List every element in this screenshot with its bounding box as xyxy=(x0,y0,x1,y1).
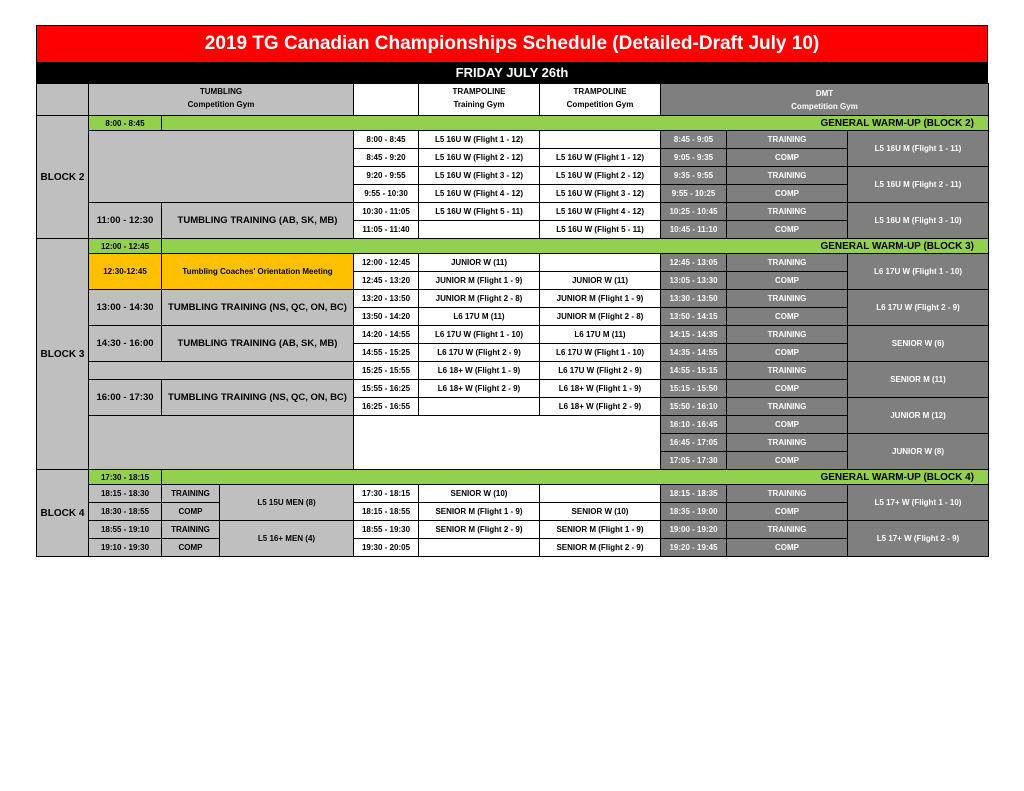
tumbling-empty xyxy=(89,131,354,203)
dmt-time: 19:20 - 19:45 xyxy=(661,539,727,557)
tumbling-type: COMP xyxy=(162,503,220,521)
dmt-type: TRAINING xyxy=(727,434,848,452)
tramp-training: SENIOR M (Flight 2 - 9) xyxy=(419,521,540,539)
tumbling-time: 11:00 - 12:30 xyxy=(89,203,162,239)
tumbling-time: 18:55 - 19:10 xyxy=(89,521,162,539)
header-tramp-training-title: TRAMPOLINE xyxy=(452,87,506,96)
tramp-training: L5 16U W (Flight 3 - 12) xyxy=(419,167,540,185)
tramp-comp: L5 16U W (Flight 5 - 11) xyxy=(540,221,661,239)
dmt-time: 18:15 - 18:35 xyxy=(661,485,727,503)
dmt-event: L5 16U M (Flight 3 - 10) xyxy=(848,203,989,239)
header-corner xyxy=(37,84,89,116)
header-tramp-time xyxy=(354,84,419,116)
tumbling-event: TUMBLING TRAINING (NS, QC, ON, BC) xyxy=(162,290,354,326)
dmt-time: 14:15 - 14:35 xyxy=(661,326,727,344)
tramp-time: 15:25 - 15:55 xyxy=(354,362,419,380)
meeting-label: Tumbling Coaches' Orientation Meeting xyxy=(162,254,354,290)
warmup-time: 17:30 - 18:15 xyxy=(89,470,162,485)
tramp-training: L6 18+ W (Flight 1 - 9) xyxy=(419,362,540,380)
dmt-event: L5 16U M (Flight 2 - 11) xyxy=(848,167,989,203)
tramp-comp: L5 16U W (Flight 1 - 12) xyxy=(540,149,661,167)
header-tramp-comp-sub: Competition Gym xyxy=(566,100,634,109)
tramp-training: L5 16U W (Flight 1 - 12) xyxy=(419,131,540,149)
dmt-type: COMP xyxy=(727,380,848,398)
dmt-time: 15:15 - 15:50 xyxy=(661,380,727,398)
dmt-type: TRAINING xyxy=(727,521,848,539)
tumbling-event: L5 16+ MEN (4) xyxy=(220,521,354,557)
dmt-type: COMP xyxy=(727,149,848,167)
header-dmt-sub: Competition Gym xyxy=(791,101,858,111)
tramp-time: 16:25 - 16:55 xyxy=(354,398,419,416)
tramp-time: 8:00 - 8:45 xyxy=(354,131,419,149)
tramp-comp xyxy=(540,254,661,272)
tumbling-time: 13:00 - 14:30 xyxy=(89,290,162,326)
header-tumbling-title: TUMBLING xyxy=(199,87,243,96)
tramp-training: L5 16U W (Flight 2 - 12) xyxy=(419,149,540,167)
dmt-time: 13:30 - 13:50 xyxy=(661,290,727,308)
tumbling-event: TUMBLING TRAINING (NS, QC, ON, BC) xyxy=(162,380,354,416)
tumbling-event: L5 15U MEN (8) xyxy=(220,485,354,521)
dmt-event: SENIOR W (6) xyxy=(848,326,989,362)
tramp-training xyxy=(419,398,540,416)
tramp-time: 19:30 - 20:05 xyxy=(354,539,419,557)
tramp-time: 9:20 - 9:55 xyxy=(354,167,419,185)
tramp-comp xyxy=(540,131,661,149)
warmup-time: 8:00 - 8:45 xyxy=(89,116,162,131)
tumbling-type: TRAINING xyxy=(162,521,220,539)
tramp-time: 15:55 - 16:25 xyxy=(354,380,419,398)
tramp-time: 8:45 - 9:20 xyxy=(354,149,419,167)
tramp-training xyxy=(419,221,540,239)
header-tramp-comp xyxy=(540,84,661,116)
dmt-event: L5 17+ W (Flight 1 - 10) xyxy=(848,485,989,521)
dmt-time: 16:45 - 17:05 xyxy=(661,434,727,452)
warmup-label: GENERAL WARM-UP (BLOCK 2) xyxy=(162,116,989,131)
tramp-time: 10:30 - 11:05 xyxy=(354,203,419,221)
dmt-time: 18:35 - 19:00 xyxy=(661,503,727,521)
tramp-comp: JUNIOR W (11) xyxy=(540,272,661,290)
dmt-type: COMP xyxy=(727,185,848,203)
dmt-time: 12:45 - 13:05 xyxy=(661,254,727,272)
header-dmt-title: DMT xyxy=(815,88,834,98)
tramp-training: SENIOR M (Flight 1 - 9) xyxy=(419,503,540,521)
header-tramp-comp-title: TRAMPOLINE xyxy=(573,87,627,96)
tramp-comp: SENIOR M (Flight 1 - 9) xyxy=(540,521,661,539)
dmt-type: COMP xyxy=(727,344,848,362)
dmt-time: 9:35 - 9:55 xyxy=(661,167,727,185)
dmt-time: 17:05 - 17:30 xyxy=(661,452,727,470)
tumbling-time: 18:30 - 18:55 xyxy=(89,503,162,521)
tumbling-time: 16:00 - 17:30 xyxy=(89,380,162,416)
dmt-time: 15:50 - 16:10 xyxy=(661,398,727,416)
tumbling-time: 19:10 - 19:30 xyxy=(89,539,162,557)
tramp-empty xyxy=(354,416,661,470)
dmt-event: SENIOR M (11) xyxy=(848,362,989,398)
tramp-comp: L5 16U W (Flight 3 - 12) xyxy=(540,185,661,203)
dmt-event: JUNIOR M (12) xyxy=(848,398,989,434)
tramp-training: L6 17U W (Flight 2 - 9) xyxy=(419,344,540,362)
tramp-time: 12:00 - 12:45 xyxy=(354,254,419,272)
schedule-sheet xyxy=(36,25,988,557)
dmt-type: TRAINING xyxy=(727,203,848,221)
tumbling-time: 18:15 - 18:30 xyxy=(89,485,162,503)
dmt-event: L5 16U M (Flight 1 - 11) xyxy=(848,131,989,167)
tramp-time: 18:15 - 18:55 xyxy=(354,503,419,521)
tramp-time: 13:50 - 14:20 xyxy=(354,308,419,326)
tramp-comp: L5 16U W (Flight 4 - 12) xyxy=(540,203,661,221)
header-tumbling-sub: Competition Gym xyxy=(187,100,255,109)
tramp-training: SENIOR W (10) xyxy=(419,485,540,503)
tramp-comp: L6 18+ W (Flight 1 - 9) xyxy=(540,380,661,398)
tumbling-time: 14:30 - 16:00 xyxy=(89,326,162,362)
tramp-comp: SENIOR M (Flight 2 - 9) xyxy=(540,539,661,557)
dmt-type: COMP xyxy=(727,272,848,290)
schedule-title: 2019 TG Canadian Championships Schedule (Detailed-Draft July 10) xyxy=(36,25,988,62)
block-4-label: BLOCK 4 xyxy=(37,470,89,557)
header-tramp-training-sub: Training Gym xyxy=(453,100,505,109)
dmt-time: 16:10 - 16:45 xyxy=(661,416,727,434)
tramp-comp xyxy=(540,485,661,503)
warmup-label: GENERAL WARM-UP (BLOCK 4) xyxy=(162,470,989,485)
dmt-type: COMP xyxy=(727,221,848,239)
tramp-training: L6 18+ W (Flight 2 - 9) xyxy=(419,380,540,398)
tramp-time: 12:45 - 13:20 xyxy=(354,272,419,290)
tramp-training: L5 16U W (Flight 5 - 11) xyxy=(419,203,540,221)
dmt-time: 10:25 - 10:45 xyxy=(661,203,727,221)
dmt-type: COMP xyxy=(727,503,848,521)
dmt-time: 19:00 - 19:20 xyxy=(661,521,727,539)
dmt-time: 9:55 - 10:25 xyxy=(661,185,727,203)
header-tumbling xyxy=(89,84,354,116)
tramp-time: 14:20 - 14:55 xyxy=(354,326,419,344)
dmt-type: COMP xyxy=(727,416,848,434)
dmt-type: COMP xyxy=(727,539,848,557)
dmt-type: TRAINING xyxy=(727,398,848,416)
header-dmt xyxy=(661,84,989,116)
tramp-comp: L6 17U M (11) xyxy=(540,326,661,344)
tramp-comp: JUNIOR M (Flight 1 - 9) xyxy=(540,290,661,308)
dmt-type: TRAINING xyxy=(727,254,848,272)
tramp-training: L6 17U W (Flight 1 - 10) xyxy=(419,326,540,344)
dmt-type: COMP xyxy=(727,308,848,326)
tramp-training: JUNIOR W (11) xyxy=(419,254,540,272)
tramp-comp: SENIOR W (10) xyxy=(540,503,661,521)
dmt-type: TRAINING xyxy=(727,167,848,185)
dmt-time: 14:55 - 15:15 xyxy=(661,362,727,380)
meeting-time: 12:30-12:45 xyxy=(89,254,162,290)
schedule-table xyxy=(36,83,989,557)
tumbling-empty xyxy=(89,416,354,470)
tumbling-event: TUMBLING TRAINING (AB, SK, MB) xyxy=(162,203,354,239)
block-3-label: BLOCK 3 xyxy=(37,239,89,470)
dmt-event: JUNIOR W (8) xyxy=(848,434,989,470)
tramp-training xyxy=(419,539,540,557)
dmt-type: TRAINING xyxy=(727,485,848,503)
warmup-time: 12:00 - 12:45 xyxy=(89,239,162,254)
block-2-label: BLOCK 2 xyxy=(37,116,89,239)
dmt-time: 8:45 - 9:05 xyxy=(661,131,727,149)
dmt-event: L5 17+ W (Flight 2 - 9) xyxy=(848,521,989,557)
header-tramp-training xyxy=(419,84,540,116)
dmt-type: TRAINING xyxy=(727,131,848,149)
tramp-time: 14:55 - 15:25 xyxy=(354,344,419,362)
dmt-type: TRAINING xyxy=(727,326,848,344)
dmt-type: COMP xyxy=(727,452,848,470)
tramp-time: 13:20 - 13:50 xyxy=(354,290,419,308)
dmt-time: 9:05 - 9:35 xyxy=(661,149,727,167)
tramp-comp: L6 18+ W (Flight 2 - 9) xyxy=(540,398,661,416)
tumbling-type: TRAINING xyxy=(162,485,220,503)
tumbling-event: TUMBLING TRAINING (AB, SK, MB) xyxy=(162,326,354,362)
warmup-label: GENERAL WARM-UP (BLOCK 3) xyxy=(162,239,989,254)
dmt-type: TRAINING xyxy=(727,290,848,308)
day-header: FRIDAY JULY 26th xyxy=(36,62,988,83)
tramp-comp: L6 17U W (Flight 1 - 10) xyxy=(540,344,661,362)
tramp-time: 17:30 - 18:15 xyxy=(354,485,419,503)
dmt-event: L6 17U W (Flight 2 - 9) xyxy=(848,290,989,326)
tramp-training: JUNIOR M (Flight 2 - 8) xyxy=(419,290,540,308)
tramp-training: L6 17U M (11) xyxy=(419,308,540,326)
tramp-time: 9:55 - 10:30 xyxy=(354,185,419,203)
tramp-comp: L6 17U W (Flight 2 - 9) xyxy=(540,362,661,380)
dmt-type: TRAINING xyxy=(727,362,848,380)
tramp-training: L5 16U W (Flight 4 - 12) xyxy=(419,185,540,203)
dmt-time: 14:35 - 14:55 xyxy=(661,344,727,362)
dmt-event: L6 17U W (Flight 1 - 10) xyxy=(848,254,989,290)
tramp-time: 18:55 - 19:30 xyxy=(354,521,419,539)
tramp-time: 11:05 - 11:40 xyxy=(354,221,419,239)
tumbling-type: COMP xyxy=(162,539,220,557)
tumbling-empty xyxy=(89,362,354,380)
dmt-time: 13:05 - 13:30 xyxy=(661,272,727,290)
tramp-comp: L5 16U W (Flight 2 - 12) xyxy=(540,167,661,185)
dmt-time: 10:45 - 11:10 xyxy=(661,221,727,239)
dmt-time: 13:50 - 14:15 xyxy=(661,308,727,326)
tramp-comp: JUNIOR M (Flight 2 - 8) xyxy=(540,308,661,326)
tramp-training: JUNIOR M (Flight 1 - 9) xyxy=(419,272,540,290)
